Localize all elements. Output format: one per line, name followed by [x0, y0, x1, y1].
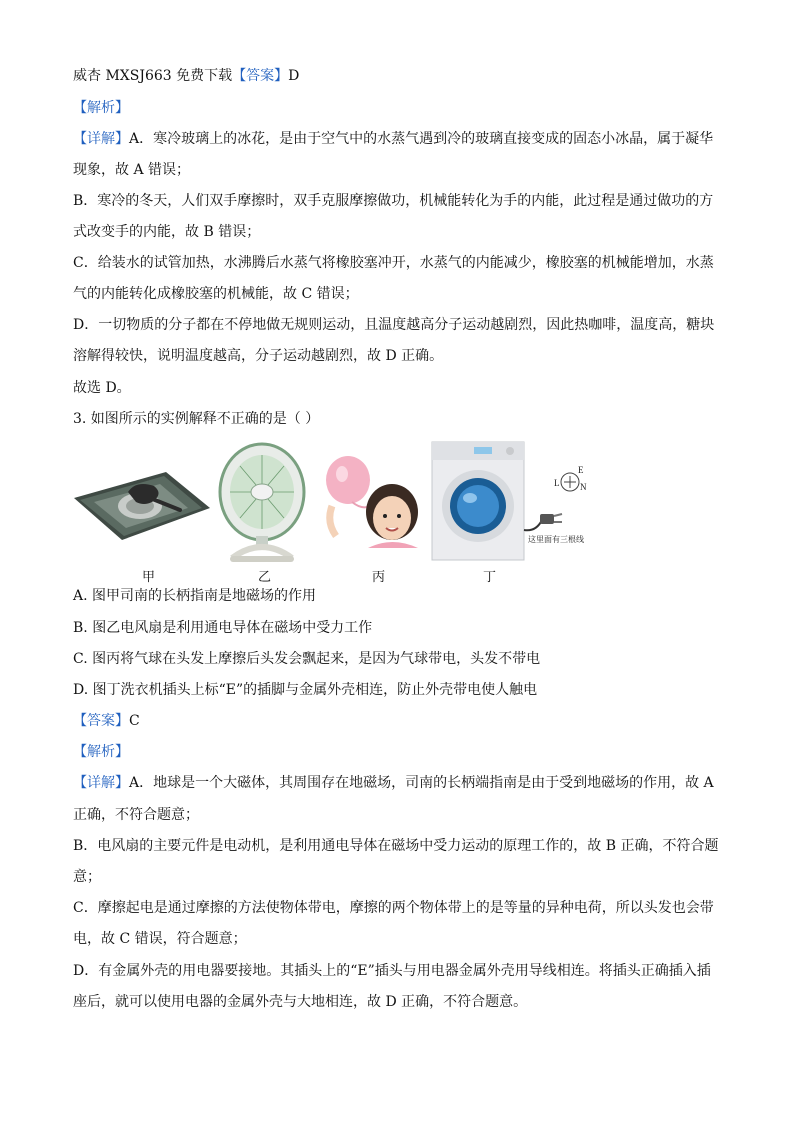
- answer-value: D: [288, 68, 300, 84]
- q3-stem: 3. 如图所示的实例解释不正确的是（ ）: [73, 411, 320, 427]
- q2-line-6: D．一切物质的分子都在不停地做无规则运动，且温度越高分子运动越剧烈，因此热咖啡，温度高，糖块: [73, 317, 715, 333]
- watermark-text: 威杏 MXSJ663 免费下载: [73, 68, 233, 84]
- q2-line-2: B．寒冷的冬天，人们双手摩擦时，双手克服摩擦做功，机械能转化为手的内能，此过程是通过做功的方: [73, 193, 714, 209]
- fig-label-bing: 丙: [372, 570, 386, 585]
- q3-option-a: A. 图甲司南的长柄指南是地磁场的作用: [73, 588, 317, 604]
- q2-line-3: 式改变手的内能，故 B 错误；: [73, 224, 261, 240]
- q3-line-3: 意；: [73, 869, 101, 885]
- q2-line-4: C．给装水的试管加热，水沸腾后水蒸气将橡胶塞冲开，水蒸气的内能减少，橡胶塞的机械能增加，水蒸: [73, 255, 714, 271]
- washing-machine-image: [432, 442, 524, 560]
- q3-line-5: 电，故 C 错误，符合题意；: [73, 931, 247, 947]
- q2-line-1: 现象，故 A 错误；: [73, 162, 191, 178]
- q3-line-2: B．电风扇的主要元件是电动机，是利用通电导体在磁场中受力运动的原理工作的，故 B 正确，不符合题: [73, 838, 719, 854]
- fig-label-jia: 甲: [142, 570, 156, 585]
- q3-option-b: B. 图乙电风扇是利用通电导体在磁场中受力工作: [73, 620, 373, 636]
- q3-text-0: A．地球是一个大磁体，其周围存在地磁场，司南的长柄端指南是由于受到地磁场的作用，故 A: [129, 775, 714, 791]
- fig-label-yi: 乙: [258, 570, 272, 585]
- q3-detail-tag: 【详解】: [73, 775, 129, 791]
- plug-letter-e: E: [578, 465, 584, 475]
- q3-line-4: C．摩擦起电是通过摩擦的方法使物体带电，摩擦的两个物体带上的是等量的异种电荷，所以头发也会带: [73, 900, 714, 916]
- three-pin-plug-diagram: [524, 465, 587, 544]
- answer-tag: 【答案】: [232, 68, 289, 84]
- compass-sinan-image: [74, 472, 210, 540]
- plug-letter-l: L: [554, 478, 560, 488]
- q3-option-d: D. 图丁洗衣机插头上标“E”的插脚与金属外壳相连，防止外壳带电使人触电: [73, 682, 538, 698]
- q3-line-0: [73, 773, 714, 793]
- q2-line-7: 溶解得较快，说明温度越高，分子运动越剧烈，故 D 正确。: [73, 348, 444, 364]
- q2-text-0: A．寒冷玻璃上的冰花，是由于空气中的水蒸气遇到冷的玻璃直接变成的固态小冰晶，属于凝华: [129, 131, 714, 147]
- electric-fan-image: [220, 444, 304, 562]
- q2-line-0: [73, 129, 713, 149]
- plug-note: 这里面有三根线: [528, 535, 584, 544]
- q3-line-1: 正确，不符合题意；: [73, 807, 199, 823]
- q3-line-7: 座后，就可以使用电器的金属外壳与大地相连，故 D 正确，不符合题意。: [73, 994, 528, 1010]
- q3-answer-line: [73, 711, 140, 731]
- q2-analysis-tag: 【解析】: [73, 100, 129, 116]
- header-line: [73, 66, 299, 86]
- q2-line-8: 故选 D。: [73, 380, 131, 396]
- q3-line-6: D．有金属外壳的用电器要接地。其插头上的“E”插头与用电器金属外壳用导线相连。将插头正确插入插: [73, 963, 711, 979]
- girl-balloon-image: [320, 456, 420, 548]
- q3-analysis-tag: 【解析】: [73, 744, 129, 760]
- q2-detail-tag: 【详解】: [73, 131, 129, 147]
- fig-label-ding: 丁: [483, 570, 497, 585]
- q2-line-5: 气的内能转化成橡胶塞的机械能，故 C 错误；: [73, 286, 359, 302]
- q3-option-c: C. 图丙将气球在头发上摩擦后头发会飘起来，是因为气球带电，头发不带电: [73, 651, 541, 667]
- q3-answer-tag: 【答案】: [73, 713, 129, 729]
- plug-letter-n: N: [580, 482, 587, 492]
- q3-answer-value: C: [129, 713, 140, 729]
